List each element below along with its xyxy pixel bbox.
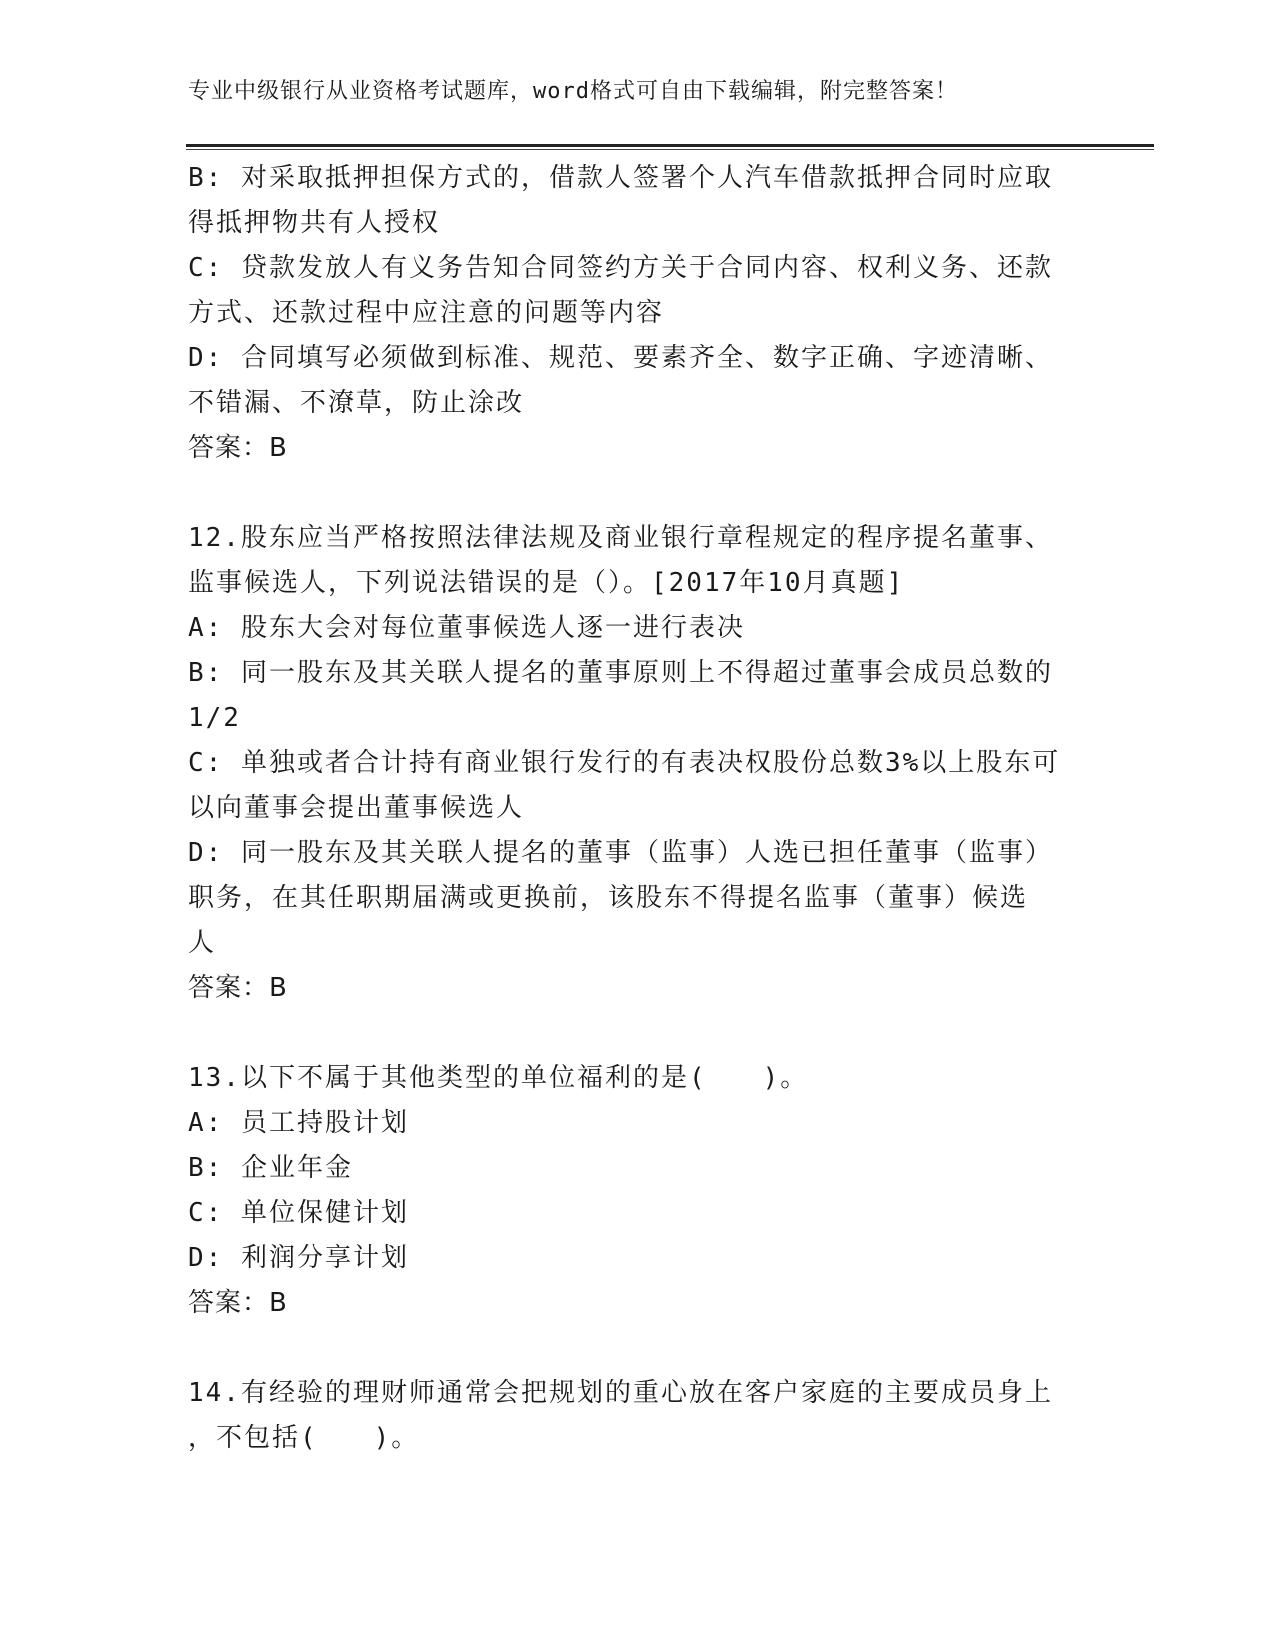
- q12-option-c-line2: 以向董事会提出董事候选人: [188, 793, 525, 823]
- spacer: [188, 1326, 1088, 1371]
- q11-answer: 答案：B: [188, 433, 288, 463]
- q12-option-a: A: 股东大会对每位董事候选人逐一进行表决: [188, 613, 745, 643]
- q11-option-c-line1: C: 贷款发放人有义务告知合同签约方关于合同内容、权利义务、还款: [188, 253, 1053, 283]
- question-14: [188, 1371, 1088, 1461]
- question-11-tail: [188, 156, 1088, 471]
- spacer: [188, 1011, 1088, 1056]
- q12-option-d-line2: 职务，在其任职期届满或更换前，该股东不得提名监事（董事）候选: [188, 883, 1029, 913]
- q11-option-b-line2: 得抵押物共有人授权: [188, 208, 441, 238]
- q14-stem-line2: ，不包括( )。: [188, 1423, 420, 1453]
- q12-answer: 答案：B: [188, 973, 288, 1003]
- q13-stem: 13.以下不属于其他类型的单位福利的是( )。: [188, 1063, 809, 1093]
- q11-option-d-line2: 不错漏、不潦草，防止涂改: [188, 388, 525, 418]
- q12-option-c-line1: C: 单独或者合计持有商业银行发行的有表决权股份总数3%以上股东可: [188, 748, 1061, 778]
- q12-option-d-line1: D: 同一股东及其关联人提名的董事（监事）人选已担任董事（监事）: [188, 838, 1053, 868]
- q13-option-d: D: 利润分享计划: [188, 1243, 409, 1273]
- q14-stem-line1: 14.有经验的理财师通常会把规划的重心放在客户家庭的主要成员身上: [188, 1378, 1053, 1408]
- question-content: [188, 156, 1088, 1461]
- q13-option-a: A: 员工持股计划: [188, 1108, 409, 1138]
- q13-option-b: B: 企业年金: [188, 1153, 353, 1183]
- q13-option-c: C: 单位保健计划: [188, 1198, 409, 1228]
- question-12: [188, 516, 1088, 1011]
- q11-option-d-line1: D: 合同填写必须做到标准、规范、要素齐全、数字正确、字迹清晰、: [188, 343, 1053, 373]
- q12-option-d-line3: 人: [188, 928, 217, 958]
- header-rule: [186, 144, 1154, 147]
- q12-option-b-line2: 1/2: [188, 703, 241, 733]
- question-13: [188, 1056, 1088, 1326]
- page-header: 专业中级银行从业资格考试题库，word格式可自由下载编辑，附完整答案！: [188, 79, 958, 104]
- spacer: [188, 471, 1088, 516]
- q12-stem-line1: 12.股东应当严格按照法律法规及商业银行章程规定的程序提名董事、: [188, 523, 1053, 553]
- q12-stem-line2: 监事候选人，下列说法错误的是（）。[2017年10月真题]: [188, 568, 905, 598]
- q11-option-b-line1: B: 对采取抵押担保方式的，借款人签署个人汽车借款抵押合同时应取: [188, 163, 1053, 193]
- q11-option-c-line2: 方式、还款过程中应注意的问题等内容: [188, 298, 665, 328]
- q13-answer: 答案：B: [188, 1288, 288, 1318]
- q12-option-b-line1: B: 同一股东及其关联人提名的董事原则上不得超过董事会成员总数的: [188, 658, 1053, 688]
- header-rule-thin: [186, 149, 1154, 150]
